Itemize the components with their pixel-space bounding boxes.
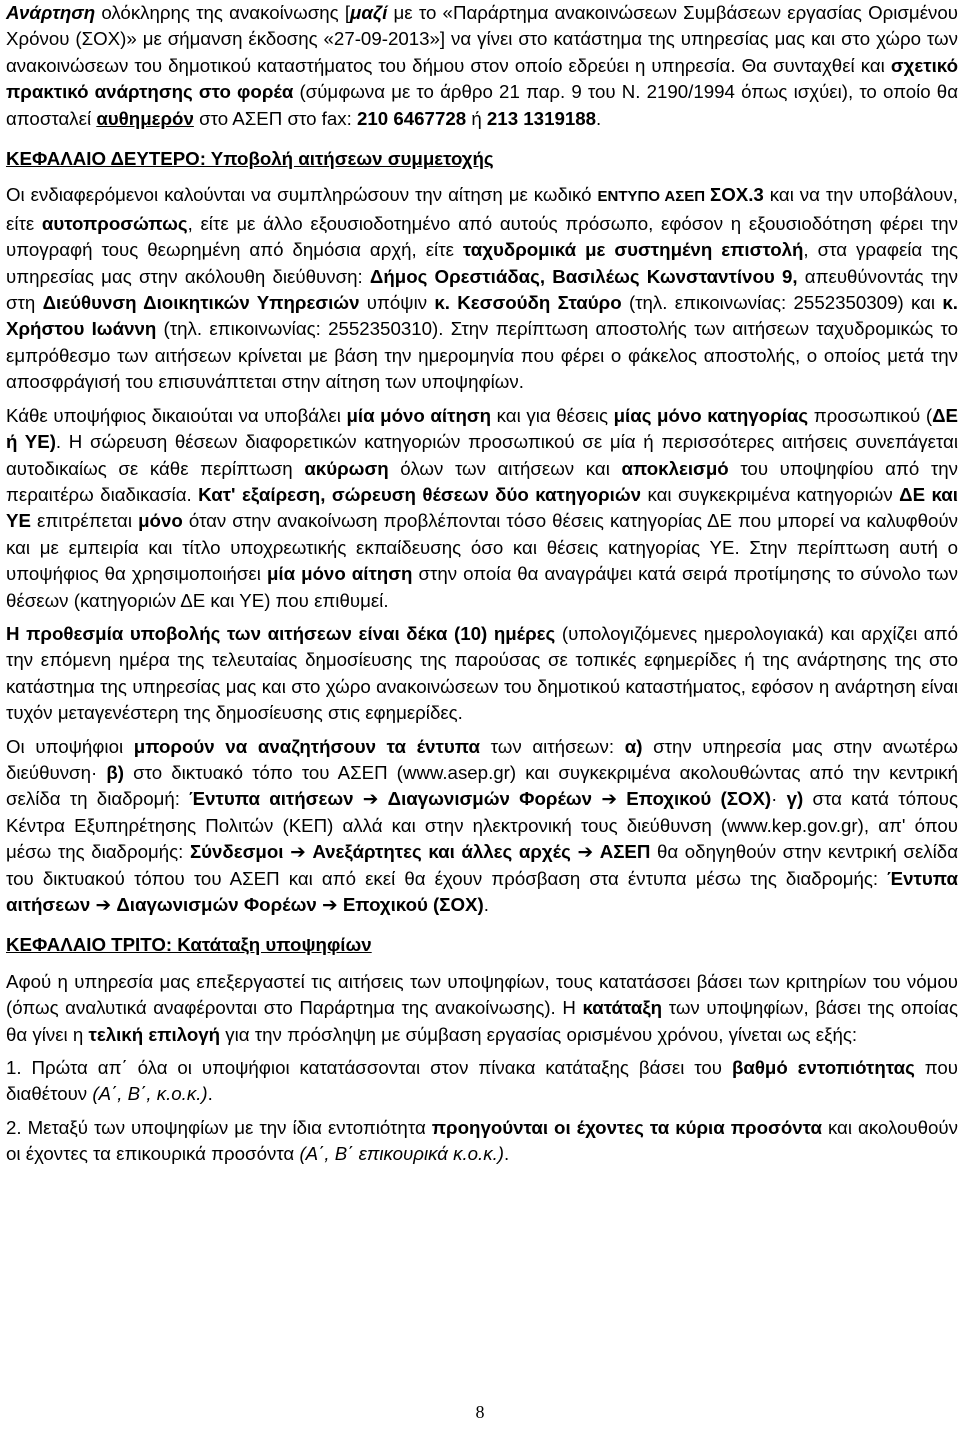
text-run: με το «Παράρτημα ανακοινώσεων Συμβάσεων εργασίας Ορισμένου Χρόνου (ΣΟΧ)» με σήμανση έκδοσης «27-09-2013»] να γίνει στο κατάστημα της υπηρεσίας μας και στο χώρο των ανακοινώσεων του δημοτικού καταστήματος του δήμου στον οποίο εδρεύει η υπηρεσία. Θα συνταχθεί και [6, 2, 958, 76]
text-run: Διεύθυνση Διοικητικών Υπηρεσιών [42, 292, 360, 314]
text-run: . [207, 1083, 213, 1105]
text-run: ακύρωση [304, 457, 389, 479]
text-run: στην υπηρεσία μας στην ανωτέρω διεύθυνση· [6, 735, 958, 783]
text-run: μίας μόνο κατηγορίας [613, 404, 809, 426]
text-run: Δήμος Ορεστιάδας, Βασιλέως Κωνσταντίνου 9, [369, 265, 798, 287]
text-run: ΔΕ ή ΥΕ) [6, 404, 958, 453]
text-run: και ακολουθούν οι έχοντες τα επικουρικά προσόντα [6, 1116, 958, 1165]
text-run: (τηλ. επικοινωνίας: 2552350309) και [621, 292, 943, 314]
text-run: κατάταξη [582, 997, 663, 1019]
text-run: Ανεξάρτητες και άλλες αρχές [312, 841, 571, 863]
text-run: προσωπικού ( [808, 404, 933, 426]
text-run: . [483, 894, 489, 915]
text-run: και να την υποβάλουν, είτε [6, 184, 958, 234]
paragraph-forms [6, 734, 958, 919]
text-run: Εποχικού (ΣΟΧ) [342, 894, 484, 915]
text-run: Ανάρτηση [6, 2, 96, 23]
text-run: επιτρέπεται [30, 510, 139, 532]
text-run: όταν στην ανακοίνωση προβλέπονται τόσο θέσεις κατηγορίας ΔΕ που μπορεί να καλυφθούν και με εμπειρία και τίτλο υποχρεωτικής εκπαίδευσης όσο και θέσεις κατηγορίας ΥΕ. Στην περίπτωση αυτή ο υποψήφιος θα χρησιμοποιήσει [6, 510, 959, 585]
text-run: αποκλεισμό [621, 457, 729, 479]
text-run: του υποψηφίου από την περαιτέρω διαδικασία. [6, 457, 958, 505]
arrow-right-icon: ➔ [601, 788, 617, 810]
text-run: που διαθέτουν [6, 1057, 958, 1105]
text-run: (Α΄, Β΄ επικουρικά κ.ο.κ.) [299, 1143, 504, 1165]
text-run: ΣΟΧ.3 [710, 184, 764, 206]
text-run: . [503, 1143, 510, 1165]
paragraph-posting [6, 0, 958, 132]
list-item-qualifications [6, 1115, 958, 1168]
text-run: μαζί [350, 2, 388, 23]
text-run: ΑΣΕΠ [599, 841, 651, 863]
page-number: 8 [475, 1402, 485, 1422]
arrow-right-icon: ➔ [321, 894, 338, 915]
text-run: · [771, 788, 787, 810]
text-run: ολόκληρης της ανακοίνωσης [ [95, 2, 351, 23]
text-run: Διαγωνισμών Φορέων [387, 788, 593, 810]
text-run: , είτε με άλλο εξουσιοδοτημένο από αυτούς πρόσωπο, εφόσον η εξουσιοδότηση φέρει την υπογραφή τους θεωρημένη από δημόσια αρχή, είτε [6, 212, 958, 261]
text-run: θα οδηγηθούν στην κεντρική σελίδα του δικτυακού τόπου του ΑΣΕΠ και από εκεί θα έχουν πρόσβαση στα έντυπα μέσω της διαδρομής: [6, 841, 958, 889]
text-run: κ. Κεσσούδη Σταύρο [434, 292, 622, 314]
text-run: Έντυπα αιτήσεων [189, 788, 354, 810]
text-run: Οι ενδιαφερόμενοι καλούνται να συμπληρώσουν την αίτηση με κωδικό [6, 184, 598, 206]
text-run: 213 1319188 [486, 107, 597, 129]
text-run: , στα γραφεία της υπηρεσίας μας στην ακόλουθη διεύθυνση: [6, 239, 958, 287]
text-run: ΕΝΤΥΠΟ ΑΣΕΠ [597, 188, 710, 206]
text-run: β) [106, 761, 124, 783]
text-run: 210 6467728 [357, 107, 467, 129]
text-run: (υπολογιζόμενες ημερολογιακά) και αρχίζει από την επόμενη ημέρα της τελευταίας δημοσίευσης της παρούσας σε τοπικές εφημερίδες ή της ανάρτησης της στο κατάστημα της υπηρεσίας μας και στο χώρο ανακοινώσεων του δημοτικού καταστήματος, εφόσον η ανάρτηση είναι τυχόν μεταγενέστερη της δημοσίευσης στις εφημερίδες. [6, 622, 958, 724]
text-run: βαθμό εντοπιότητας [731, 1057, 915, 1079]
paragraph-deadline [6, 621, 958, 727]
text-run: μόνο [138, 510, 183, 532]
text-run: τελική επιλογή [88, 1023, 221, 1045]
paragraph-single-application [6, 403, 958, 614]
text-run: προηγούνται οι έχοντες τα κύρια προσόντα [431, 1116, 822, 1138]
text-run: 1. Πρώτα απ΄ όλα οι υποψήφιοι κατατάσσονται στον πίνακα κατάταξης βάσει του [6, 1057, 732, 1079]
text-run: . Η σώρευση θέσεων διαφορετικών κατηγοριών προσωπικού σε μία ή περισσότερες αιτήσεις συνεπάγεται αυτοδικαίως σε κάθε περίπτωση [6, 431, 958, 479]
text-run: Η προθεσμία υποβολής των αιτήσεων είναι δέκα (10) ημέρες [6, 622, 556, 644]
text-run: Κάθε υποψήφιος δικαιούται να υποβάλει [6, 404, 347, 426]
arrow-right-icon: ➔ [290, 841, 306, 863]
text-run: ή [466, 107, 487, 129]
heading-chapter-two: ΚΕΦΑΛΑΙΟ ΔΕΥΤΕΡΟ: Υποβολή αιτήσεων συμμετοχής [6, 148, 494, 170]
text-run: ΔΕ και ΥΕ [6, 483, 958, 532]
heading-chapter-three: ΚΕΦΑΛΑΙΟ ΤΡΙΤΟ: Κατάταξη υποψηφίων [6, 934, 372, 956]
text-run: και συγκεκριμένα κατηγοριών [641, 483, 900, 505]
arrow-right-icon: ➔ [362, 788, 379, 810]
text-run: Οι υποψήφιοι [6, 735, 134, 757]
text-run: για την πρόσληψη με σύμβαση εργασίας ορισμένου χρόνου, γίνεται ως εξής: [220, 1023, 858, 1045]
text-run: των αιτήσεων: [479, 735, 625, 757]
text-run: όλων των αιτήσεων και [388, 457, 622, 479]
text-run: κ. Χρήστου Ιωάννη [6, 292, 958, 340]
text-run: Εποχικού (ΣΟΧ) [626, 788, 772, 810]
text-run: αυθημερόν [96, 107, 194, 129]
paragraph-application-submission [6, 182, 958, 395]
text-run: μία μόνο αίτηση [266, 563, 413, 585]
text-run: (σύμφωνα με το άρθρο 21 παρ. 9 του Ν. 2190/1994 όπως ισχύει), το οποίο θα αποσταλεί [6, 81, 958, 129]
text-run: 2. Μεταξύ των υποψηφίων με την ίδια εντοπιότητα [6, 1116, 432, 1138]
text-run: και για θέσεις [491, 404, 614, 426]
document-page [6, 0, 958, 1175]
text-run: . [596, 107, 602, 129]
text-run: (Α΄, Β΄, κ.ο.κ.) [92, 1083, 208, 1105]
text-run: ταχυδρομικά με συστημένη επιστολή [462, 239, 804, 261]
text-run: γ) [786, 788, 804, 810]
text-run: μπορούν να αναζητήσουν τα έντυπα [133, 735, 480, 757]
text-run: Αφού η υπηρεσία μας επεξεργαστεί τις αιτήσεις των υποψηφίων, τους κατατάσσει βάσει των κριτηρίων του νόμου (όπως αναλυτικά αναφέρονται στο Παράρτημα της ανακοίνωσης). Η [6, 970, 958, 1019]
list-item-locality [6, 1055, 958, 1108]
text-run: (τηλ. επικοινωνίας: 2552350310). Στην περίπτωση αποστολής των αιτήσεων ταχυδρομικώς το εμπρόθεσμο των αιτήσεων κρίνεται με βάση την ημερομηνία που φέρει ο φάκελος αποστολής, ο οποίος μετά την αποσφράγισή του επισυνάπτεται στην αίτηση των υποψηφίων. [6, 318, 958, 393]
text-run: στα κατά τόπους Κέντρα Εξυπηρέτησης Πολιτών (ΚΕΠ) αλλά και στην ηλεκτρονική τους διεύθυνση (www.kep.gov.gr), απ' όπου μέσω της διαδρομής: [6, 788, 958, 863]
text-run: στην οποία θα αναγράψει κατά σειρά προτίμησης το σύνολο των θέσεων (κατηγοριών ΔΕ και ΥΕ) που επιθυμεί. [6, 563, 958, 611]
text-run: απευθύνοντάς την στη [6, 265, 958, 314]
arrow-right-icon: ➔ [95, 894, 112, 915]
text-run: Σύνδεσμοι [189, 841, 284, 863]
text-run: των υποψηφίων, βάσει της οποίας θα γίνει η [6, 997, 958, 1045]
text-run: στο δικτυακό τόπο του ΑΣΕΠ (www.asep.gr) και συγκεκριμένα ακολουθώντας από την κεντρική σελίδα τη διαδρομή: [6, 761, 958, 810]
text-run: μία μόνο αίτηση [346, 404, 492, 426]
text-run: Κατ' εξαίρεση, σώρευση θέσεων δύο κατηγοριών [198, 483, 642, 505]
text-run: αυτοπροσώπως [41, 212, 188, 234]
arrow-right-icon: ➔ [577, 841, 594, 863]
text-run: υπόψιν [359, 292, 435, 314]
text-run: α) [624, 735, 643, 757]
text-run: Διαγωνισμών Φορέων [116, 894, 317, 915]
paragraph-ranking [6, 969, 958, 1048]
text-run: Έντυπα αιτήσεων [6, 867, 958, 915]
text-run: στο ΑΣΕΠ στο fax: [193, 107, 357, 129]
text-run: σχετικό πρακτικό ανάρτησης στο φορέα [6, 54, 958, 103]
